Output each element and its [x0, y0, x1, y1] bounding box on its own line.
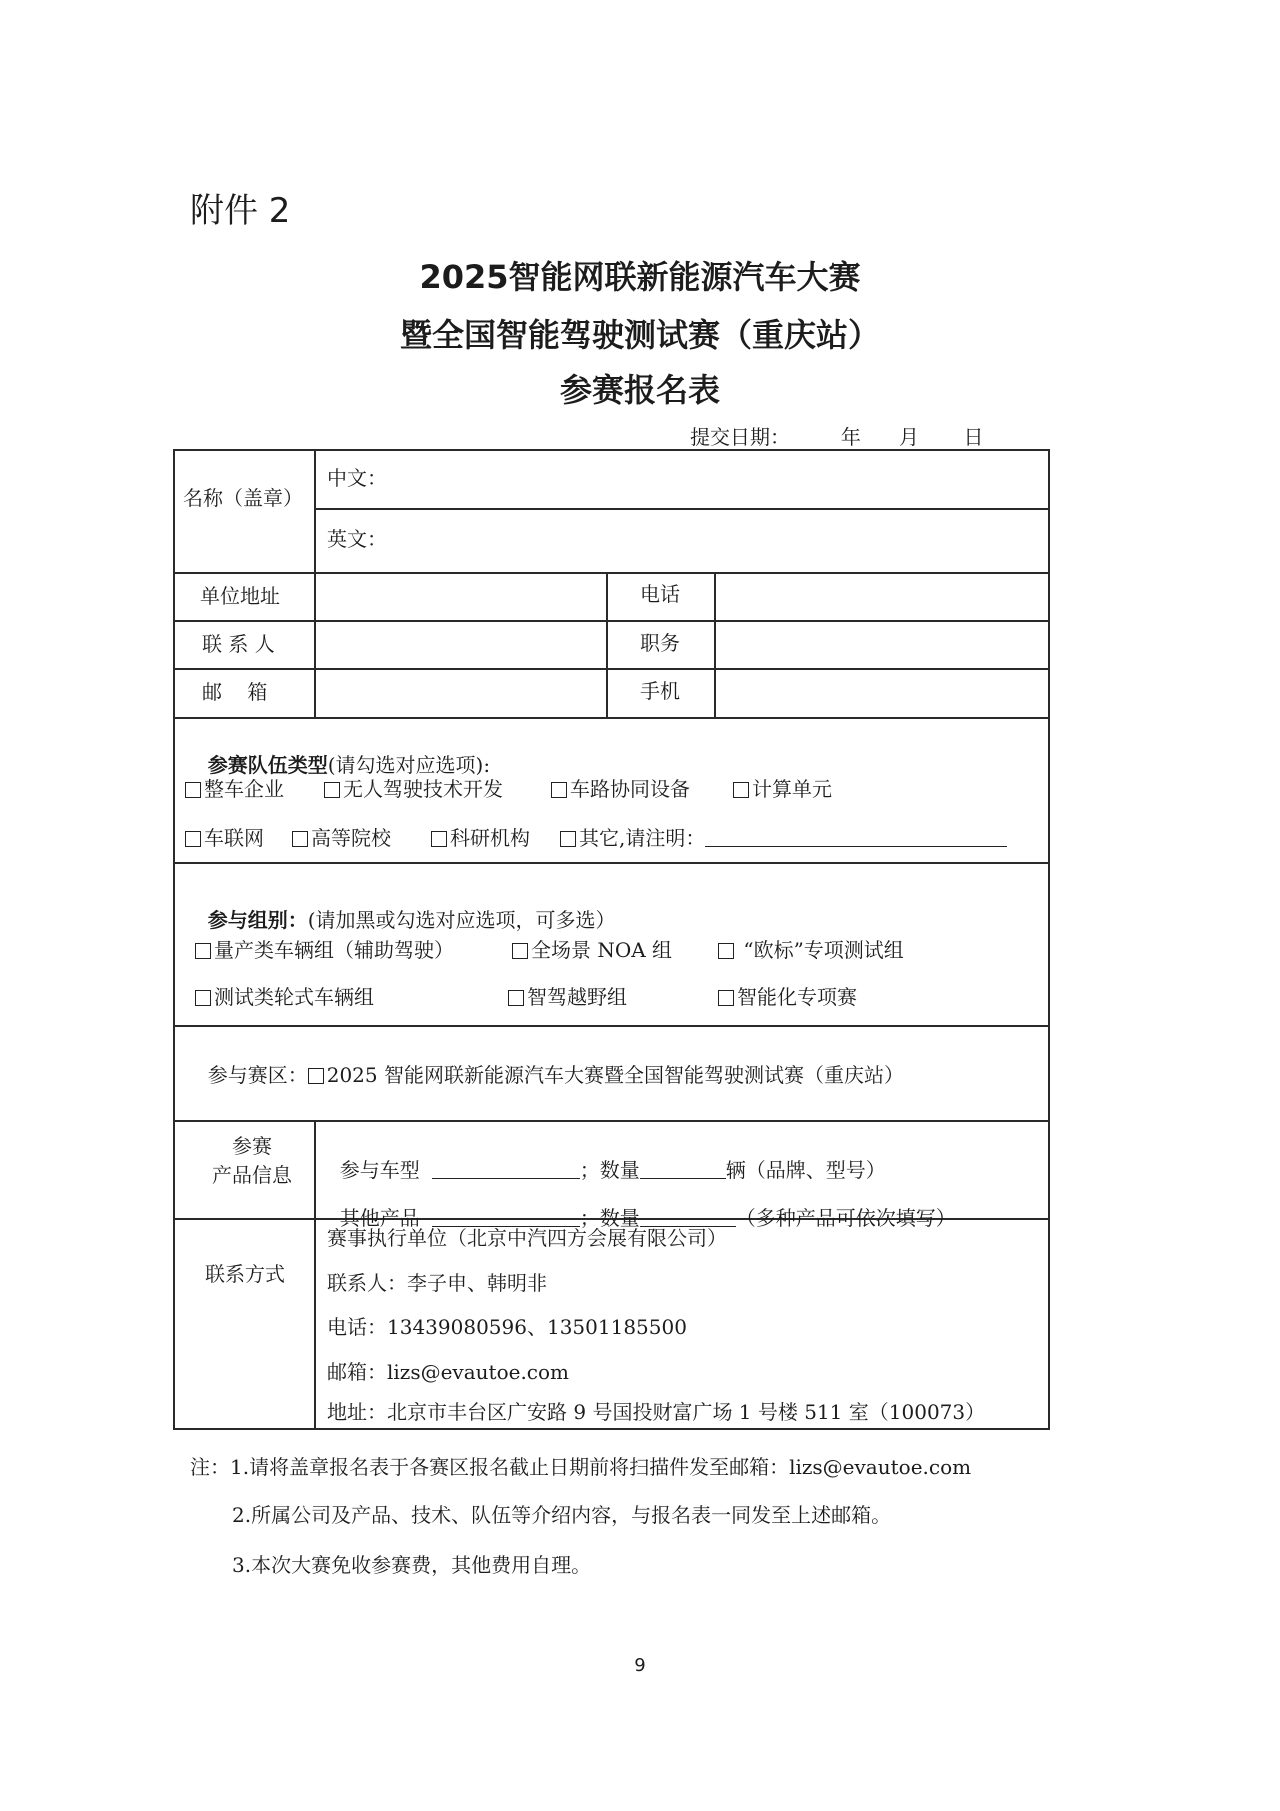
checkbox[interactable]: [560, 831, 576, 847]
checkbox[interactable]: [185, 782, 201, 798]
team-type-option[interactable]: 整车企业: [185, 777, 284, 801]
table-border-right: [1048, 449, 1050, 1430]
other-qty-line[interactable]: [640, 1208, 736, 1227]
other-input-line[interactable]: [705, 828, 1007, 847]
checkbox[interactable]: [431, 831, 447, 847]
contact-phone: 电话：13439080596、13501185500: [327, 1315, 687, 1339]
contact-address: 地址：北京市丰台区广安路 9 号国投财富广场 1 号楼 511 室（100073）: [327, 1400, 986, 1424]
table-divider: [314, 449, 316, 719]
phone-label: 电话: [640, 582, 680, 606]
table-divider: [174, 1120, 1050, 1122]
note-1: 注：1.请将盖章报名表于各赛区报名截止日期前将扫描件发至邮箱：lizs@evautoe.com: [190, 1455, 972, 1479]
submit-date: 提交日期： 年 月 日: [690, 425, 984, 449]
title-line-3: 参赛报名表: [559, 371, 720, 409]
note-3: 3.本次大赛免收参赛费，其他费用自理。: [232, 1553, 592, 1577]
table-divider: [714, 572, 716, 719]
checkbox[interactable]: [718, 990, 734, 1006]
title-line-2: 暨全国智能驾驶测试赛（重庆站）: [399, 316, 880, 354]
checkbox[interactable]: [185, 831, 201, 847]
name-label: 名称（盖章）: [183, 486, 303, 510]
product-label-2: 产品信息: [212, 1163, 292, 1187]
other-qty-label: ；数量: [579, 1206, 640, 1230]
vehicle-row: [327, 1134, 886, 1182]
table-divider: [315, 508, 1050, 510]
contact-email: 邮箱：lizs@evautoe.com: [327, 1360, 570, 1384]
region-option: 2025 智能网联新能源汽车大赛暨全国智能驾驶测试赛（重庆站）: [326, 1063, 904, 1087]
contact-label: 联 系 人: [202, 632, 275, 656]
address-label: 单位地址: [200, 584, 280, 608]
name-cn-label: 中文：: [327, 466, 387, 490]
team-type-option[interactable]: 计算单元: [733, 777, 832, 801]
checkbox[interactable]: [512, 943, 528, 959]
checkbox[interactable]: [551, 782, 567, 798]
region-row: [195, 1039, 904, 1087]
table-divider: [174, 572, 1050, 574]
table-border-left: [173, 449, 175, 1430]
checkbox[interactable]: [718, 943, 734, 959]
team-type-option[interactable]: 车联网: [185, 826, 264, 850]
note-2: 2.所属公司及产品、技术、队伍等介绍内容，与报名表一同发至上述邮箱。: [232, 1503, 892, 1527]
group-option[interactable]: 智驾越野组: [508, 985, 627, 1009]
table-divider: [174, 1025, 1050, 1027]
team-type-option[interactable]: 无人驾驶技术开发: [324, 777, 503, 801]
group-option[interactable]: 全场景 NOA 组: [512, 938, 672, 962]
title-line-1: 2025智能网联新能源汽车大赛: [419, 258, 861, 296]
page-number: 9: [634, 1655, 646, 1676]
email-label: 邮 箱: [202, 680, 268, 704]
table-divider: [314, 1120, 316, 1430]
checkbox[interactable]: [508, 990, 524, 1006]
team-type-option[interactable]: 高等院校: [292, 826, 391, 850]
checkbox[interactable]: [195, 943, 211, 959]
checkbox[interactable]: [308, 1068, 324, 1084]
group-option[interactable]: 量产类车辆组（辅助驾驶）: [195, 938, 454, 962]
group-option[interactable]: “欧标”专项测试组: [718, 938, 904, 962]
other-product-row: [327, 1182, 956, 1230]
group-hint: (请加黑或勾选对应选项，可多选）: [307, 908, 616, 932]
other-product-note: （多种产品可依次填写）: [735, 1206, 956, 1230]
attachment-label: 附件 2: [190, 191, 291, 231]
mobile-label: 手机: [640, 679, 680, 703]
group-heading: [195, 884, 616, 932]
other-product-label: 其他产品: [339, 1206, 420, 1230]
table-divider: [174, 668, 1050, 670]
vehicle-qty-label: ；数量: [579, 1158, 640, 1182]
team-type-heading: [195, 729, 490, 777]
vehicle-input-line[interactable]: [432, 1160, 580, 1179]
team-type-option[interactable]: 车路协同设备: [551, 777, 690, 801]
table-border-top: [174, 449, 1050, 451]
region-label: 参与赛区：: [207, 1063, 308, 1087]
table-divider: [174, 620, 1050, 622]
table-divider: [174, 862, 1050, 864]
checkbox[interactable]: [324, 782, 340, 798]
group-option[interactable]: 智能化专项赛: [718, 985, 857, 1009]
team-type-option[interactable]: 科研机构: [431, 826, 530, 850]
contact-org: 赛事执行单位（北京中汽四方会展有限公司）: [327, 1226, 727, 1250]
vehicle-qty-line[interactable]: [640, 1160, 726, 1179]
table-border-bottom: [174, 1428, 1050, 1430]
checkbox[interactable]: [292, 831, 308, 847]
team-type-title: 参赛队伍类型: [207, 753, 328, 777]
position-label: 职务: [640, 631, 680, 655]
team-type-option[interactable]: 其它,请注明：: [560, 826, 1007, 850]
contact-person: 联系人：李子申、韩明非: [327, 1271, 547, 1295]
team-type-hint: (请勾选对应选项):: [327, 753, 491, 777]
table-divider: [606, 572, 608, 719]
vehicle-label: 参与车型: [339, 1158, 420, 1182]
contact-info-label: 联系方式: [205, 1262, 285, 1286]
product-label-1: 参赛: [232, 1134, 272, 1158]
table-divider: [174, 717, 1050, 719]
name-en-label: 英文：: [327, 527, 387, 551]
checkbox[interactable]: [195, 990, 211, 1006]
other-product-input-line[interactable]: [432, 1208, 580, 1227]
group-option[interactable]: 测试类轮式车辆组: [195, 985, 374, 1009]
vehicle-unit: 辆（品牌、型号）: [725, 1158, 886, 1182]
group-title: 参与组别：: [207, 908, 308, 932]
checkbox[interactable]: [733, 782, 749, 798]
